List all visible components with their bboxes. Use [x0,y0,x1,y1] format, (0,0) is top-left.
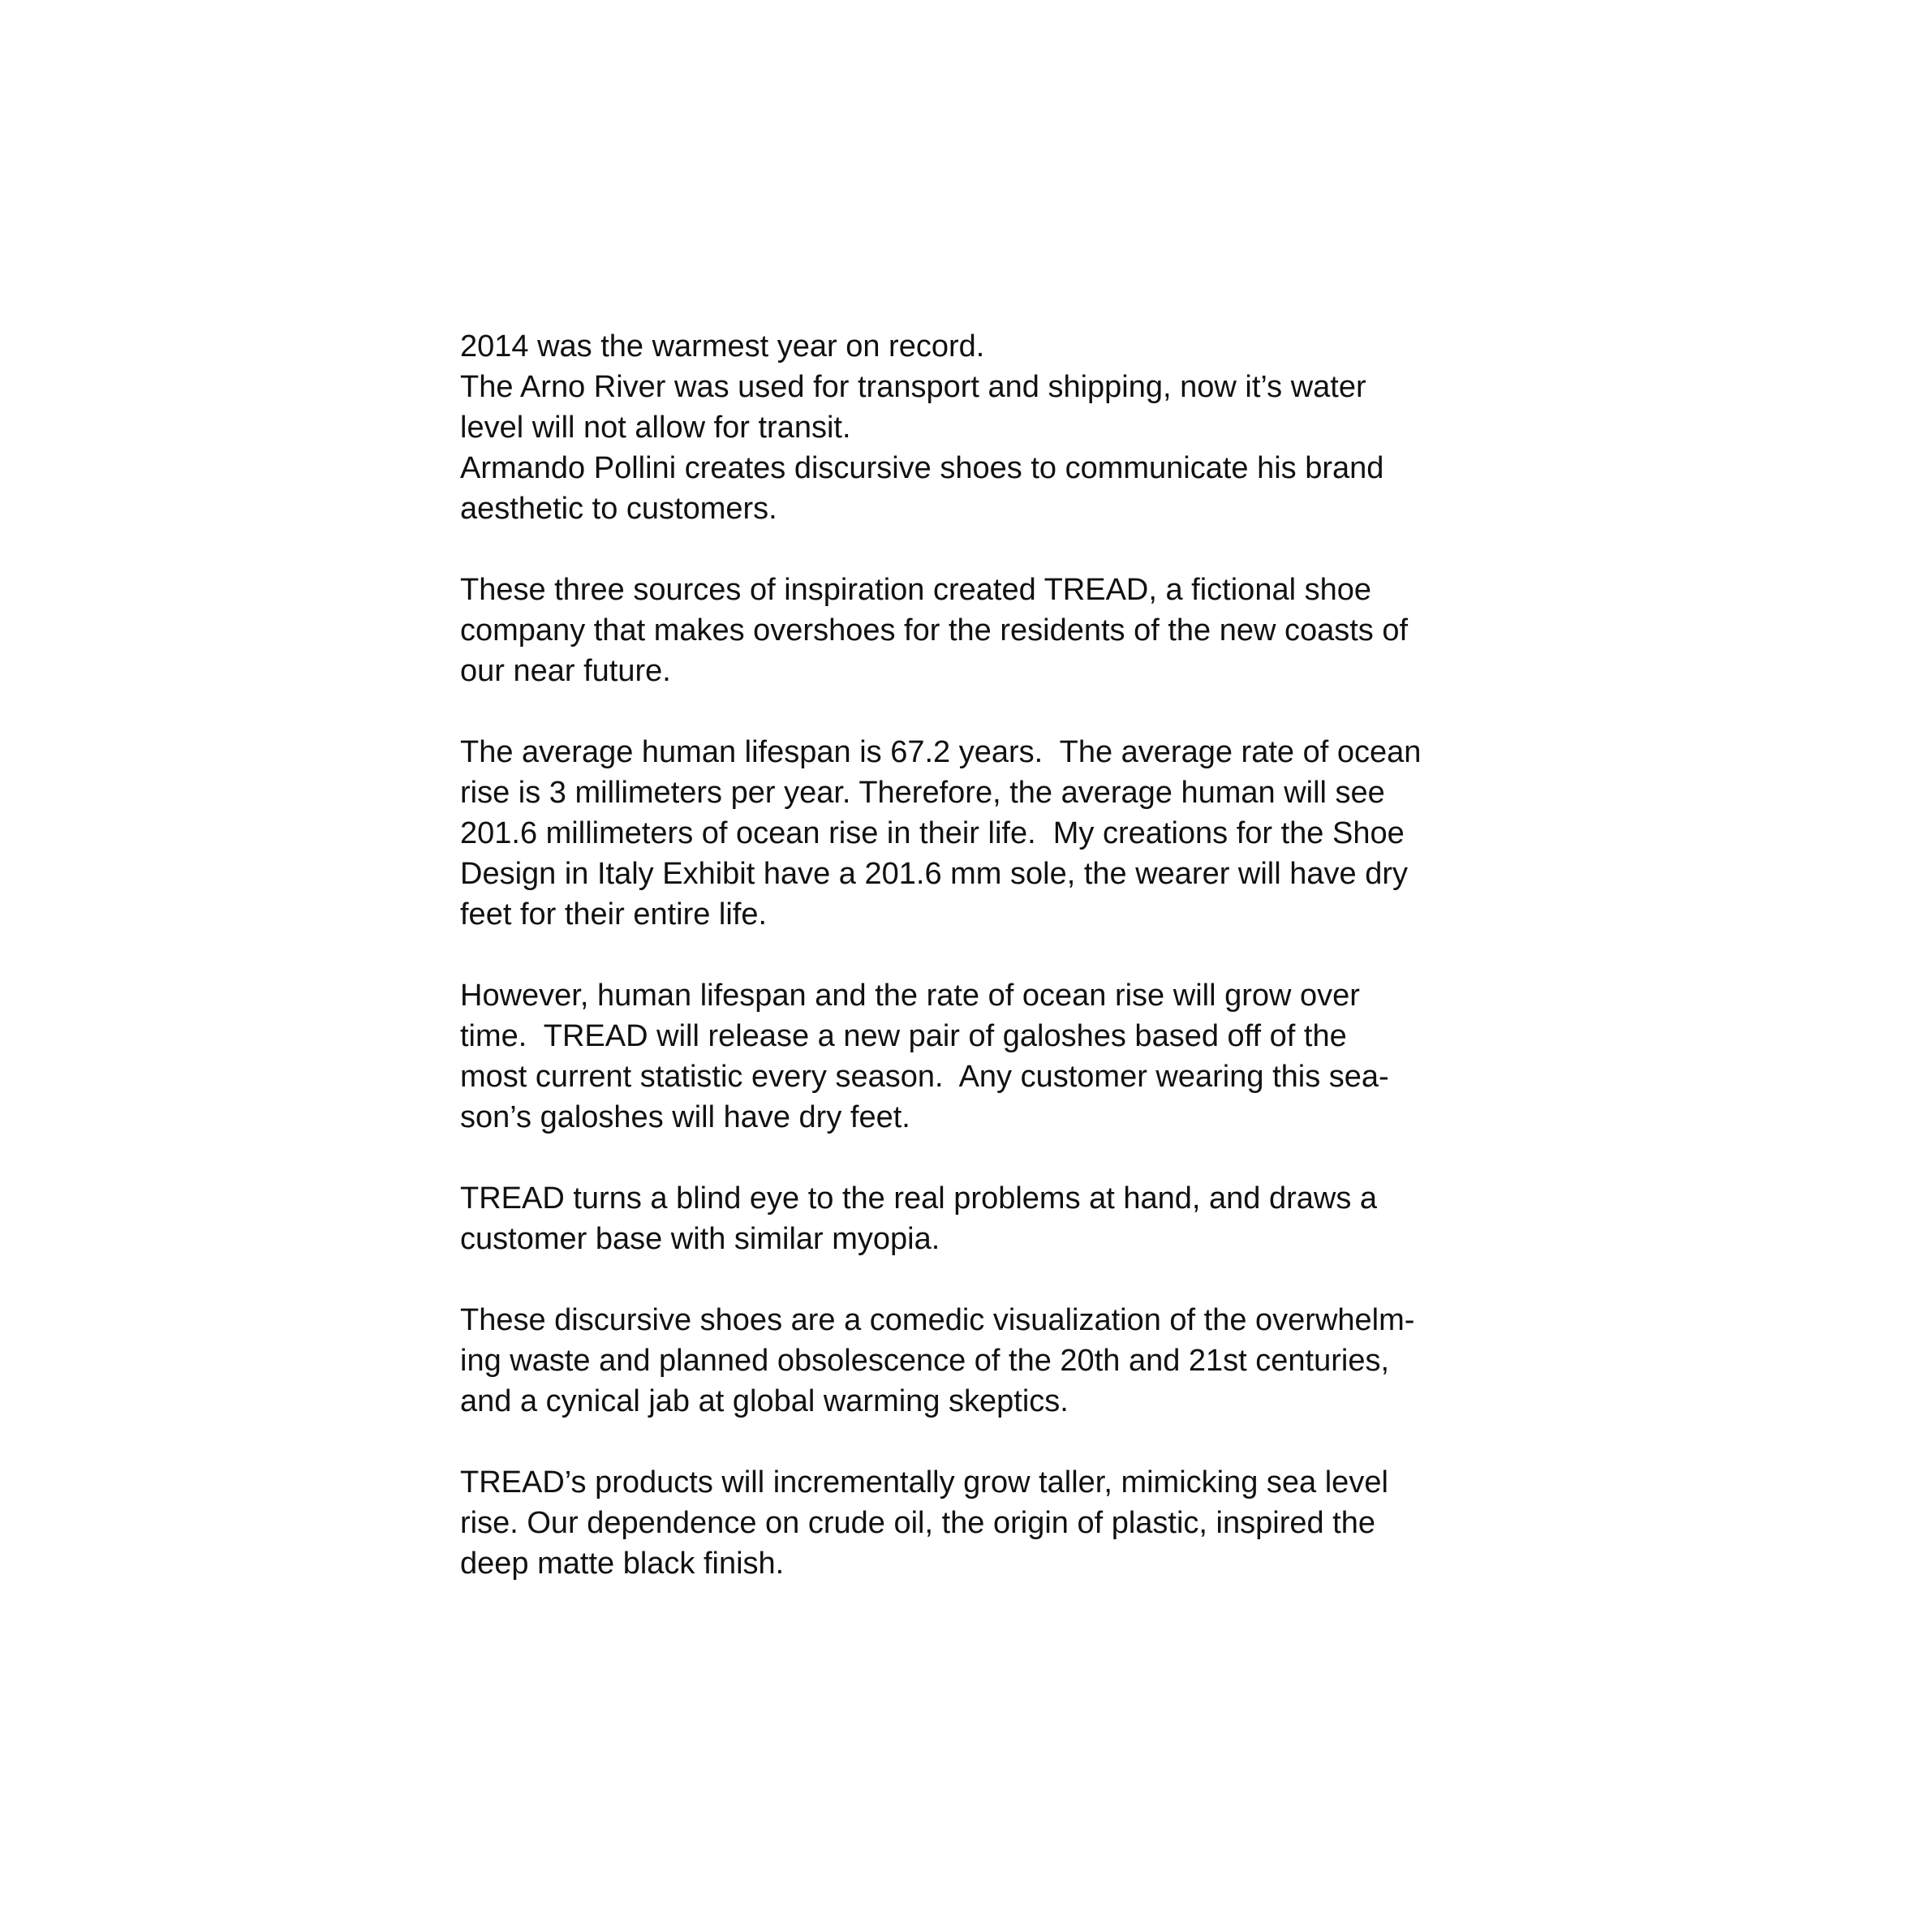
text-line: and a cynical jab at global warming skeptics. [460,1384,1069,1418]
text-line: customer base with similar myopia. [460,1222,940,1256]
text-line: rise. Our dependence on crude oil, the origin of plastic, inspired the [460,1506,1375,1540]
text-line: TREAD’s products will incrementally grow taller, mimicking sea level [460,1465,1388,1500]
statement-text [460,326,1547,1624]
text-line: These three sources of inspiration created TREAD, a fictional shoe [460,573,1371,607]
text-line: our near future. [460,654,671,688]
text-line: The average human lifespan is 67.2 years. The average rate of ocean [460,735,1422,769]
paragraph-seasonal-release [460,975,1547,1138]
text-line: aesthetic to customers. [460,492,777,526]
paragraph-products-finish [460,1462,1547,1584]
text-line: son’s galoshes will have dry feet. [460,1100,910,1134]
text-line: company that makes overshoes for the residents of the new coasts of [460,613,1409,648]
text-line: These discursive shoes are a comedic visualization of the overwhelm- [460,1303,1415,1337]
text-line: 201.6 millimeters of ocean rise in their life. My creations for the Shoe [460,816,1405,850]
text-line: Design in Italy Exhibit have a 201.6 mm sole, the wearer will have dry [460,857,1408,891]
text-line: feet for their entire life. [460,897,768,932]
text-line: level will not allow for transit. [460,411,851,445]
text-line: most current statistic every season. Any customer wearing this sea- [460,1060,1389,1094]
text-line: ing waste and planned obsolescence of the 20th and 21st centuries, [460,1344,1390,1378]
text-line: deep matte black finish. [460,1547,785,1581]
text-line: TREAD turns a blind eye to the real problems at hand, and draws a [460,1181,1378,1216]
paragraph-inspiration-sources [460,326,1547,529]
paragraph-blind-eye [460,1178,1547,1259]
paragraph-tread-intro [460,570,1547,691]
text-line: The Arno River was used for transport and shipping, now it’s water [460,370,1366,404]
paragraph-comedic-visualization [460,1300,1547,1422]
paragraph-lifespan-calculation [460,732,1547,935]
text-line: However, human lifespan and the rate of ocean rise will grow over [460,979,1360,1013]
text-line: Armando Pollini creates discursive shoes to communicate his brand [460,451,1384,485]
text-line: rise is 3 millimeters per year. Therefore, the average human will see [460,776,1385,810]
text-line: time. TREAD will release a new pair of galoshes based off of the [460,1019,1347,1053]
text-line: 2014 was the warmest year on record. [460,329,985,364]
